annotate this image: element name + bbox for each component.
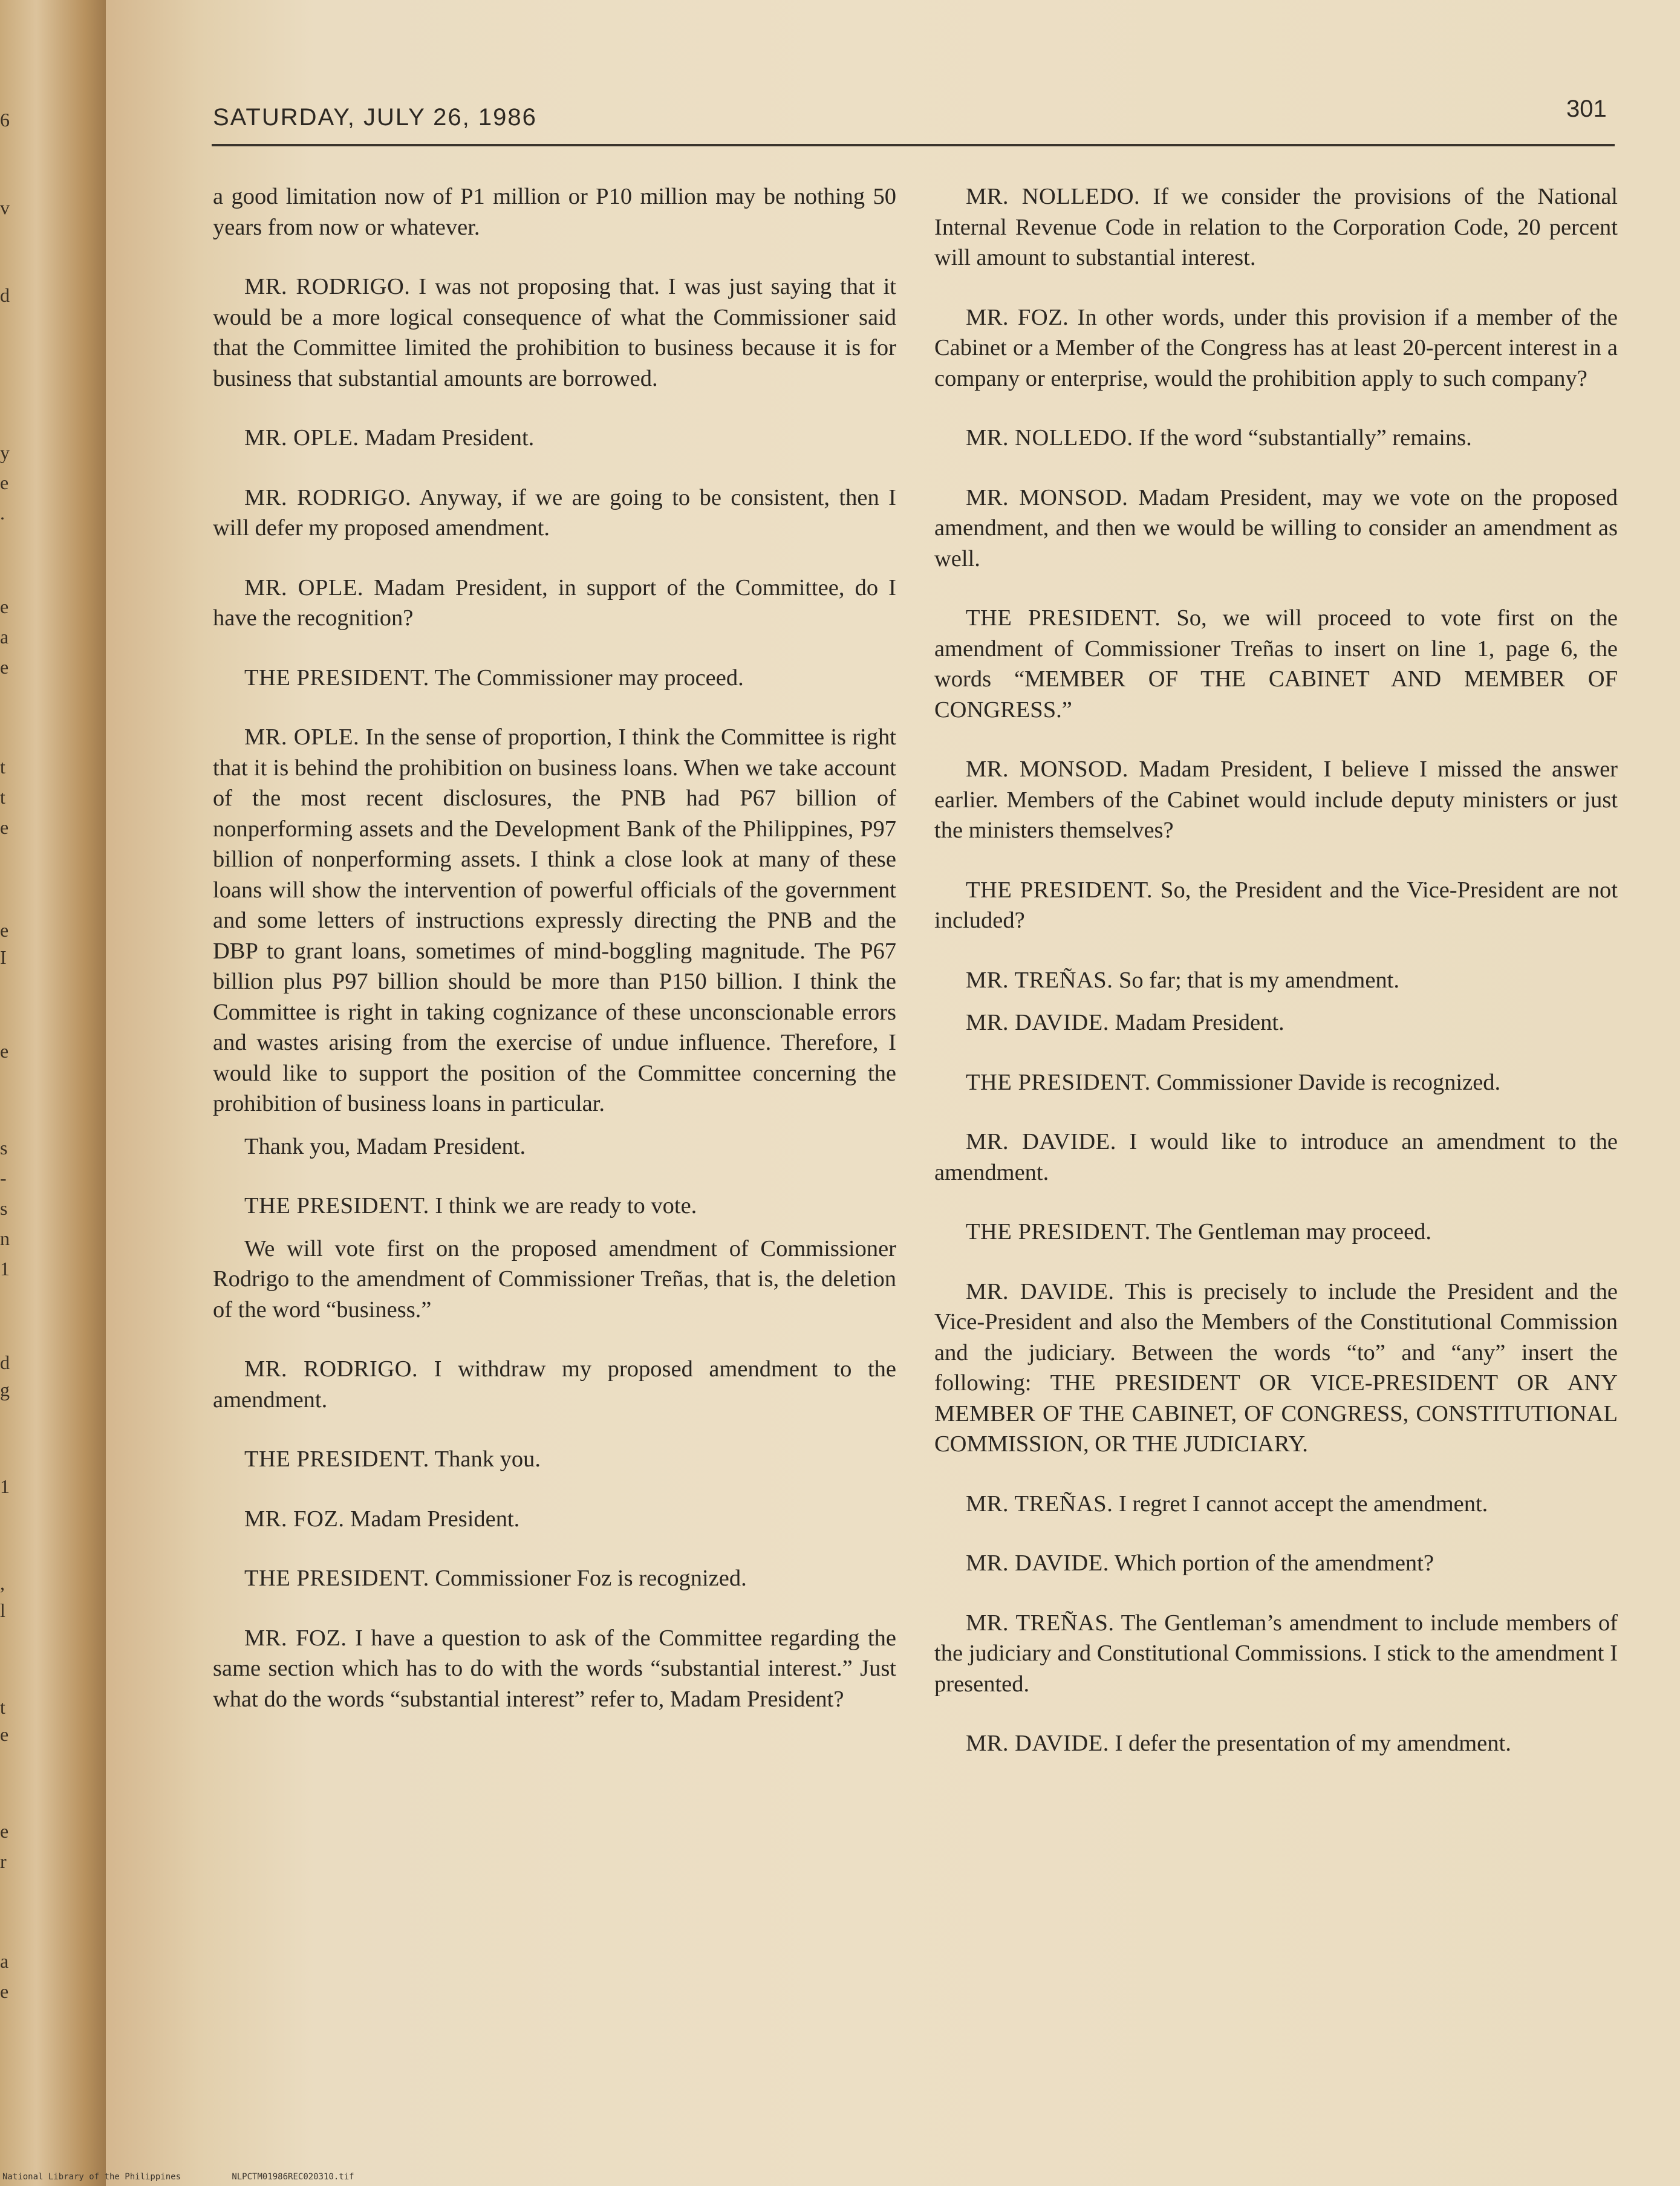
paragraph-text: I think we are ready to vote. bbox=[435, 1193, 697, 1218]
left-column bbox=[213, 181, 896, 1743]
margin-fragment: a bbox=[0, 626, 9, 648]
margin-fragment: s bbox=[0, 1137, 8, 1159]
paragraph-text: I have a question to ask of the Committee regarding the same section which has to do with the words “substantial interest.” Just what do the words “substantial interest” refer to, Madam President? bbox=[213, 1625, 896, 1712]
paragraph bbox=[213, 272, 896, 394]
speaker-name: MR. OPLE. bbox=[244, 425, 359, 451]
paragraph-text: The Commissioner may proceed. bbox=[434, 665, 744, 691]
paragraph bbox=[934, 1728, 1618, 1759]
speaker-name: MR. TREÑAS. bbox=[966, 1610, 1115, 1636]
paragraph-text: The Gentleman may proceed. bbox=[1156, 1219, 1432, 1244]
paragraph bbox=[213, 1131, 896, 1162]
speaker-name: THE PRESIDENT. bbox=[966, 1219, 1151, 1244]
speaker-name: MR. DAVIDE. bbox=[966, 1010, 1109, 1035]
speaker-name: MR. MONSOD. bbox=[966, 756, 1128, 782]
paragraph bbox=[934, 483, 1618, 574]
speaker-name: THE PRESIDENT. bbox=[966, 1069, 1151, 1095]
footer-file-id: NLPCTM01986REC020310.tif bbox=[232, 2172, 354, 2182]
paragraph bbox=[213, 423, 896, 454]
paragraph-text: Madam President. bbox=[350, 1506, 520, 1532]
paragraph-text: a good limitation now of P1 million or P10 million may be nothing 50 years from now or whatever. bbox=[213, 184, 896, 240]
paragraph bbox=[213, 1234, 896, 1326]
margin-fragment: l bbox=[0, 1599, 5, 1621]
paragraph-text: Madam President, may we vote on the proposed amendment, and then we would be willing to consider an amendment as well. bbox=[934, 484, 1618, 571]
paragraph-text: Which portion of the amendment? bbox=[1114, 1550, 1434, 1576]
paragraph bbox=[934, 302, 1618, 394]
speaker-name: MR. DAVIDE. bbox=[966, 1550, 1109, 1576]
speaker-name: MR. FOZ. bbox=[244, 1506, 345, 1532]
paragraph-text: The Gentleman’s amendment to include members of the judiciary and Constitutional Commissions. I stick to the amendment I presented. bbox=[934, 1610, 1618, 1697]
paragraph-text: In other words, under this provision if a member of the Cabinet or a Member of the Congress has at least 20-percent interest in a company or enterprise, would the prohibition apply to such company? bbox=[934, 304, 1618, 391]
paragraph bbox=[213, 1504, 896, 1535]
paragraph-text: We will vote first on the proposed amendment of Commissioner Rodrigo to the amendment of Commissioner Treñas, that is, the deletion of the word “business.” bbox=[213, 1235, 896, 1322]
header-rule bbox=[212, 144, 1615, 146]
paragraph-text: So far; that is my amendment. bbox=[1118, 967, 1400, 993]
paragraph bbox=[934, 1277, 1618, 1460]
paragraph bbox=[213, 1563, 896, 1594]
margin-fragment: g bbox=[0, 1379, 10, 1400]
paragraph-text: Madam President. bbox=[365, 425, 535, 451]
facing-page-margin bbox=[0, 0, 24, 2153]
margin-fragment: e bbox=[0, 596, 9, 617]
paragraph bbox=[213, 1623, 896, 1715]
margin-fragment: y bbox=[0, 441, 10, 463]
margin-fragment: d bbox=[0, 284, 10, 306]
paragraph-text: So, the President and the Vice-President are not included? bbox=[934, 877, 1618, 933]
speaker-name: MR. NOLLEDO. bbox=[966, 425, 1133, 451]
paragraph bbox=[213, 663, 896, 694]
margin-fragment: n bbox=[0, 1228, 10, 1249]
paragraph bbox=[934, 603, 1618, 725]
paragraph-text: Commissioner Davide is recognized. bbox=[1156, 1069, 1501, 1095]
right-column bbox=[934, 181, 1618, 1788]
speaker-name: THE PRESIDENT. bbox=[244, 1446, 429, 1472]
margin-fragment: e bbox=[0, 472, 9, 493]
footer-library: National Library of the Philippines bbox=[2, 2172, 181, 2182]
speaker-name: THE PRESIDENT. bbox=[966, 877, 1153, 903]
speaker-name: MR. FOZ. bbox=[966, 304, 1069, 330]
speaker-name: MR. DAVIDE. bbox=[966, 1731, 1109, 1756]
paragraph-text: I defer the presentation of my amendment. bbox=[1115, 1731, 1511, 1756]
margin-fragment: e bbox=[0, 816, 9, 838]
speaker-name: MR. NOLLEDO. bbox=[966, 184, 1141, 209]
margin-fragment: , bbox=[0, 1572, 5, 1594]
paragraph-text: If we consider the provisions of the National Internal Revenue Code in relation to the Corporation Code, 20 percent will amount to substantial interest. bbox=[934, 184, 1618, 270]
margin-fragment: e bbox=[0, 1980, 9, 2002]
speaker-name: MR. RODRIGO. bbox=[244, 1356, 418, 1382]
margin-fragment: e bbox=[0, 1723, 9, 1745]
margin-fragment: t bbox=[0, 756, 5, 778]
speaker-name: MR. TREÑAS. bbox=[966, 1491, 1113, 1517]
paragraph bbox=[934, 1217, 1618, 1248]
paragraph bbox=[934, 875, 1618, 936]
margin-fragment: e bbox=[0, 656, 9, 678]
speaker-name: MR. MONSOD. bbox=[966, 484, 1128, 510]
paragraph bbox=[934, 423, 1618, 454]
paragraph bbox=[934, 1548, 1618, 1579]
scan-footer bbox=[2, 2172, 354, 2182]
paragraph-text: Madam President. bbox=[1115, 1010, 1284, 1035]
paragraph-text: I would like to introduce an amendment to the amendment. bbox=[934, 1129, 1618, 1185]
margin-fragment: d bbox=[0, 1352, 10, 1373]
margin-fragment: e bbox=[0, 1820, 9, 1842]
margin-fragment: t bbox=[0, 786, 5, 808]
speaker-name: THE PRESIDENT. bbox=[966, 605, 1161, 631]
speaker-name: THE PRESIDENT. bbox=[244, 665, 429, 691]
margin-fragment: 1 bbox=[0, 1475, 10, 1497]
margin-fragment: 6 bbox=[0, 109, 10, 131]
speaker-name: MR. TREÑAS. bbox=[966, 967, 1113, 993]
speaker-name: THE PRESIDENT. bbox=[244, 1566, 429, 1591]
margin-fragment: 1 bbox=[0, 1258, 10, 1280]
paragraph bbox=[213, 181, 896, 242]
paragraph-text: If the word “substantially” remains. bbox=[1139, 425, 1472, 451]
paragraph-text: Anyway, if we are going to be consistent, then I will defer my proposed amendment. bbox=[213, 484, 896, 541]
margin-fragment: - bbox=[0, 1167, 7, 1189]
speaker-name: MR. RODRIGO. bbox=[244, 484, 411, 510]
speaker-name: MR. DAVIDE. bbox=[966, 1278, 1115, 1304]
paragraph bbox=[934, 1127, 1618, 1188]
paragraph bbox=[213, 1191, 896, 1221]
paragraph-text: Thank you. bbox=[434, 1446, 541, 1472]
paragraph bbox=[213, 1444, 896, 1475]
paragraph bbox=[934, 1007, 1618, 1038]
paragraph-text: Madam President, in support of the Committee, do I have the recognition? bbox=[213, 574, 897, 631]
paragraph bbox=[934, 1067, 1618, 1098]
paragraph bbox=[934, 965, 1618, 996]
paragraph-text: This is precisely to include the President and the Vice-President and also the Members of the Constitutional Commission and the judiciary. Between the words “to” and “any” insert the following: THE PRESIDENT OR VICE-PRESIDENT OR ANY MEMBER OF THE CABINET, OF CONGRESS, CONSTITUTIONAL COMMISSION, OR THE JUDICIARY. bbox=[934, 1278, 1618, 1457]
page-date-header: SATURDAY, JULY 26, 1986 bbox=[213, 104, 537, 131]
paragraph bbox=[213, 722, 896, 1119]
speaker-name: MR. OPLE. bbox=[244, 574, 364, 600]
paragraph bbox=[213, 1354, 896, 1415]
margin-fragment: I bbox=[0, 946, 7, 968]
paragraph bbox=[934, 1489, 1618, 1520]
speaker-name: MR. OPLE. bbox=[244, 724, 360, 750]
paragraph-text: I was not proposing that. I was just saying that it would be a more logical consequence of what the Commissioner said that the Committee limited the prohibition to business because it is for business that substantial amounts are borrowed. bbox=[213, 274, 897, 391]
margin-fragment: r bbox=[0, 1850, 7, 1872]
speaker-name: MR. FOZ. bbox=[244, 1625, 347, 1651]
speaker-name: MR. RODRIGO. bbox=[244, 274, 411, 299]
paragraph-text: I regret I cannot accept the amendment. bbox=[1118, 1491, 1488, 1517]
paragraph-text: I withdraw my proposed amendment to the amendment. bbox=[213, 1356, 897, 1413]
paragraph bbox=[213, 483, 896, 544]
paragraph bbox=[934, 1608, 1618, 1700]
paragraph-text: Thank you, Madam President. bbox=[244, 1133, 526, 1159]
paragraph bbox=[934, 181, 1618, 273]
speaker-name: THE PRESIDENT. bbox=[244, 1193, 429, 1218]
margin-fragment: a bbox=[0, 1950, 9, 1972]
margin-fragment: s bbox=[0, 1197, 8, 1219]
margin-fragment: e bbox=[0, 1040, 9, 1062]
paragraph-text: In the sense of proportion, I think the Committee is right that it is behind the prohibition on business loans. When we take account of the most recent disclosures, the PNB had P67 billion of nonperforming assets and the Development Bank of the Philippines, P97 billion of nonperforming assets. I think a close look at many of these loans will show the intervention of powerful officials of the government and some letters of instructions expressly directing the PNB and the DBP to grant loans, sometimes of mind-boggling magnitude. The P67 billion plus P97 billion should be more than P150 billion. I think the Committee is right in taking cognizance of these unconscionable errors and wastes arising from the exercise of undue influence. Therefore, I would like to support the position of the Committee concerning the prohibition of business loans in particular. bbox=[213, 724, 896, 1116]
paragraph bbox=[213, 573, 896, 634]
paragraph-text: Commissioner Foz is recognized. bbox=[435, 1566, 747, 1591]
speaker-name: MR. DAVIDE. bbox=[966, 1129, 1116, 1154]
margin-fragment: . bbox=[0, 502, 5, 524]
paragraph-text: Madam President, I believe I missed the answer earlier. Members of the Cabinet would include deputy ministers or just the ministers themselves? bbox=[934, 756, 1618, 843]
paragraph bbox=[934, 754, 1618, 846]
margin-fragment: e bbox=[0, 919, 9, 941]
paragraph-text: So, we will proceed to vote first on the amendment of Commissioner Treñas to insert on line 1, page 6, the words “MEMBER OF THE CABINET AND MEMBER OF CONGRESS.” bbox=[934, 605, 1618, 723]
margin-fragment: t bbox=[0, 1696, 5, 1718]
margin-fragment: v bbox=[0, 197, 10, 218]
page-number: 301 bbox=[1566, 96, 1607, 122]
